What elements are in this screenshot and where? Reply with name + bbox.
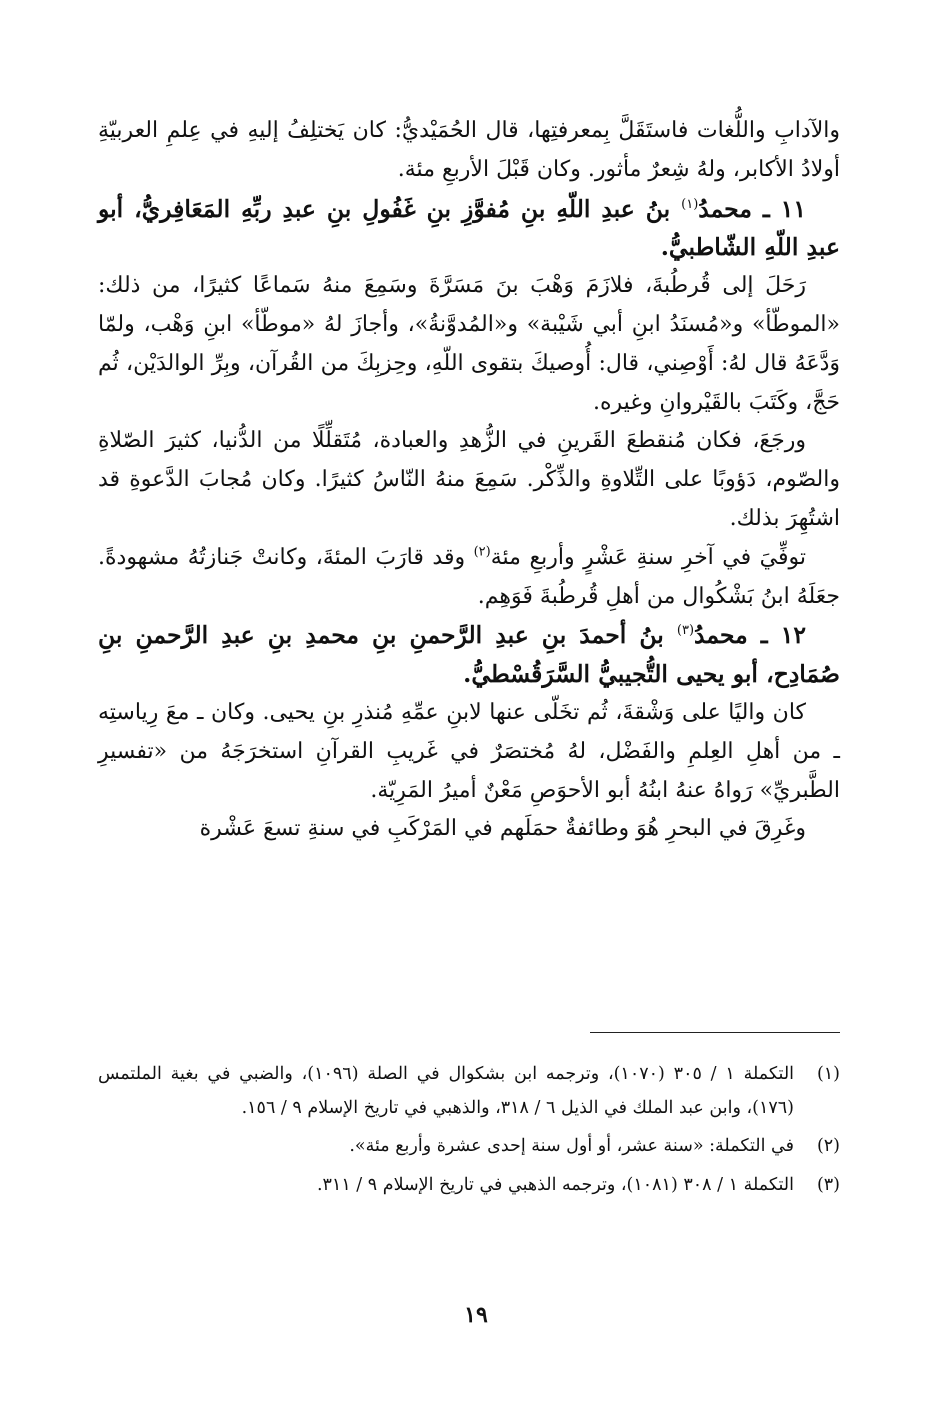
- paragraph-drowning: وغَرِقَ في البحرِ هُوَ وطائفةٌ حمَلَهم في المَرْكَبِ في سنةِ تسعَ عَشْرة: [199, 816, 806, 842]
- footnote-1: [98, 1058, 840, 1125]
- entry-heading-11: [98, 190, 840, 268]
- paragraph-travel: رَحَلَ إلى قُرطُبةَ، فلازَمَ وَهْبَ بنَ مَسَرَّةَ وسَمِعَ منهُ سَماعًا كثيرًا، من ذلك: «الموطّأ» و«مُسنَدُ ابنِ أبي شَيْبة» و«المُدوَّنةُ»، وأجازَ لهُ «موطّأ» ابنِ وَهْب، ولمّا وَدَّعَهُ قال لهُ: أَوْصِني، قال: أُوصيكَ بتقوى اللّهِ، وحِزبِكَ من القُرآن، وبِرِّ الوالدَيْن، ثُم حَجَّ، وكَتَبَ بالقَيْروانِ وغيره.: [98, 273, 840, 415]
- paragraph-asceticism: ورجَعَ، فكان مُنقطعَ القَرينِ في الزُّهدِ والعبادة، مُتَقلِّلًا من الدُّنيا، كثيرَ الصّلاةِ والصّوم، دَؤوبًا على التِّلاوةِ والذِّكْر. سَمِعَ منهُ النّاسُ كثيرًا. وكان مُجابَ الدَّعوةِ قد اشتُهِرَ بذلك.: [98, 428, 840, 531]
- footnote-divider: [590, 1032, 840, 1033]
- entry-name-11: بنُ عبدِ اللّهِ بنِ مُفوَّزِ بنِ غَفُولِ بنِ عبدِ ربِّهِ المَعَافِريُّ، أبو عبدِ اللّهِ الشّاطبيُّ.: [98, 194, 840, 262]
- entry-number-12: ١٢ ـ محمدُ: [694, 621, 806, 650]
- footnote-ref-2: (٢): [473, 544, 491, 560]
- footnote-number-3: (٣): [816, 1174, 840, 1195]
- footnote-number-1: (١): [816, 1064, 840, 1084]
- footnote-text-1: التكملة ١ / ٣٠٥ (١٠٧٠)، وترجمه ابن بشكوال في الصلة (١٠٩٦)، والضبي في بغية الملتمس (١٧٦)، وابن عبد الملك في الذيل ٦ / ٣١٨، والذهبي في تاريخ الإسلام ٩ / ١٥٦.: [98, 1064, 795, 1118]
- main-text: [98, 112, 840, 849]
- footnotes: [98, 1058, 840, 1207]
- paragraph-continuation: والآدابِ واللُّغات فاستَقَلَّ بِمعرفتِها، قال الحُمَيْديُّ: كان يَختلِفُ إليهِ في عِلمِ العربيّةِ أولادُ الأكابر، ولهُ شِعرٌ مأثور. وكان قَبْلَ الأربعِ مئة.: [98, 118, 840, 182]
- death-text-before: توفِّيَ في آخرِ سنةِ عَشْرٍ وأربعِ مئة: [490, 544, 806, 570]
- death-text-after: وقد قارَبَ المئةَ، وكانتْ جَنازتُهُ مشهودةً. جعَلَهُ ابنُ بَشْكُوال من أهلِ قُرطُبةَ فَوَهِم.: [98, 544, 840, 609]
- footnote-number-2: (٢): [816, 1136, 840, 1156]
- footnote-3: [98, 1169, 840, 1203]
- entry-number-11: ١١ ـ محمدُ: [698, 194, 806, 223]
- paragraph-death: [98, 539, 840, 617]
- footnote-ref-1: (١): [681, 196, 699, 212]
- paragraph-governor: كان واليًا على وَشْقةَ، ثُم تخَلّى عنها لابنِ عمِّهِ مُنذرِ بنِ يحيى. وكان ـ معَ رِياستِه ـ من أهلِ العِلمِ والفَضْل، لهُ مُختصَرٌ في غَريبِ القرآنِ استخرَجَهُ من «تفسيرِ الطَّبريِّ» رَواهُ عنهُ ابنُهُ أبو الأحوَصِ مَعْنٌ أميرُ المَرِيّة.: [98, 699, 840, 803]
- footnote-ref-3: (٣): [676, 623, 695, 639]
- footnote-2: [98, 1130, 840, 1164]
- page-number: ١٩: [464, 1302, 488, 1328]
- footnote-text-2: في التكملة: «سنة عشر، أو أول سنة إحدى عشرة وأربع مئة».: [349, 1136, 794, 1156]
- footnote-text-3: التكملة ١ / ٣٠٨ (١٠٨١)، وترجمه الذهبي في تاريخ الإسلام ٩ / ٣١١.: [316, 1174, 794, 1195]
- entry-name-12: بنُ أحمدَ بنِ عبدِ الرَّحمنِ بنِ محمدِ بنِ عبدِ الرَّحمنِ بنِ صُمَادِح، أبو يحيى التُّجيبيُّ السَّرَقُسْطيُّ.: [98, 621, 840, 689]
- entry-heading-12: [98, 616, 840, 694]
